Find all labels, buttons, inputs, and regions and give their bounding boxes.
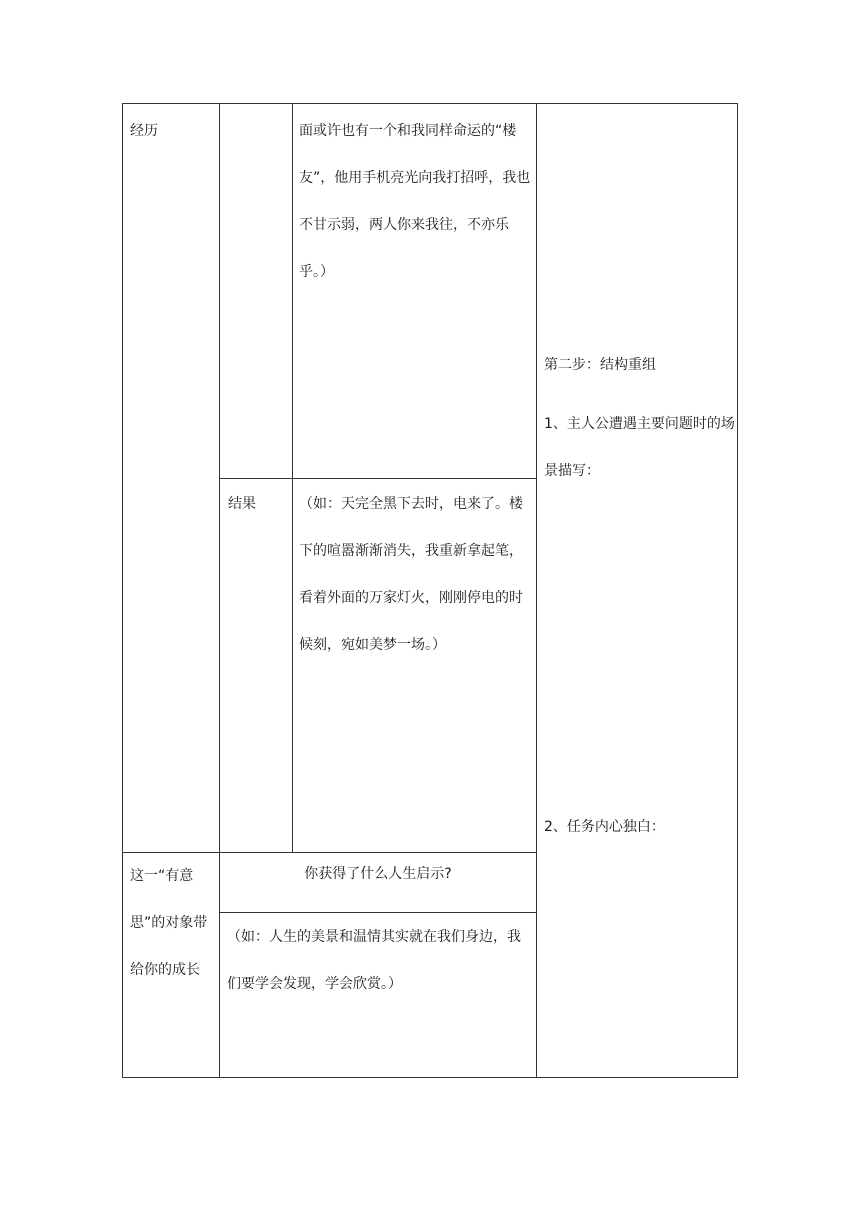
table-border-bottom: [122, 1077, 738, 1078]
step2-item-2: 2、任务内心独白：: [544, 819, 665, 835]
col-divider-3: [536, 103, 537, 1078]
insight-answer: （如：人生的美景和温情其实就在我们身边，我们要学会发现，学会欣赏。）: [227, 929, 521, 992]
table-border-right: [737, 103, 738, 1078]
process-text: 面或许也有一个和我同样命运的“楼友”，他用手机亮光向我打招呼，我也不甘示弱，两人你来我往，不亦乐乎。）: [299, 123, 531, 280]
row-divider-insight: [219, 912, 537, 913]
table-border-left: [122, 103, 123, 1078]
result-label: 结果: [228, 496, 256, 512]
result-text: （如：天完全黑下去时，电来了。楼下的喧嚣渐渐消失，我重新拿起笔，看着外面的万家灯火，刚刚停电的时候刻，宛如美梦一场。）: [299, 496, 523, 653]
table-border-top: [122, 103, 738, 104]
experience-label: 经历: [130, 123, 158, 139]
col-divider-1: [219, 103, 220, 1078]
step2-item-1: 1、主人公遭遇主要问题时的场景描写：: [544, 416, 735, 479]
insight-question: 你获得了什么人生启示?: [304, 866, 452, 882]
step2-title: 第二步：结构重组: [544, 357, 656, 373]
growth-label: 这一“有意思”的对象带给你的成长: [130, 868, 208, 978]
row-divider-result: [219, 478, 537, 479]
